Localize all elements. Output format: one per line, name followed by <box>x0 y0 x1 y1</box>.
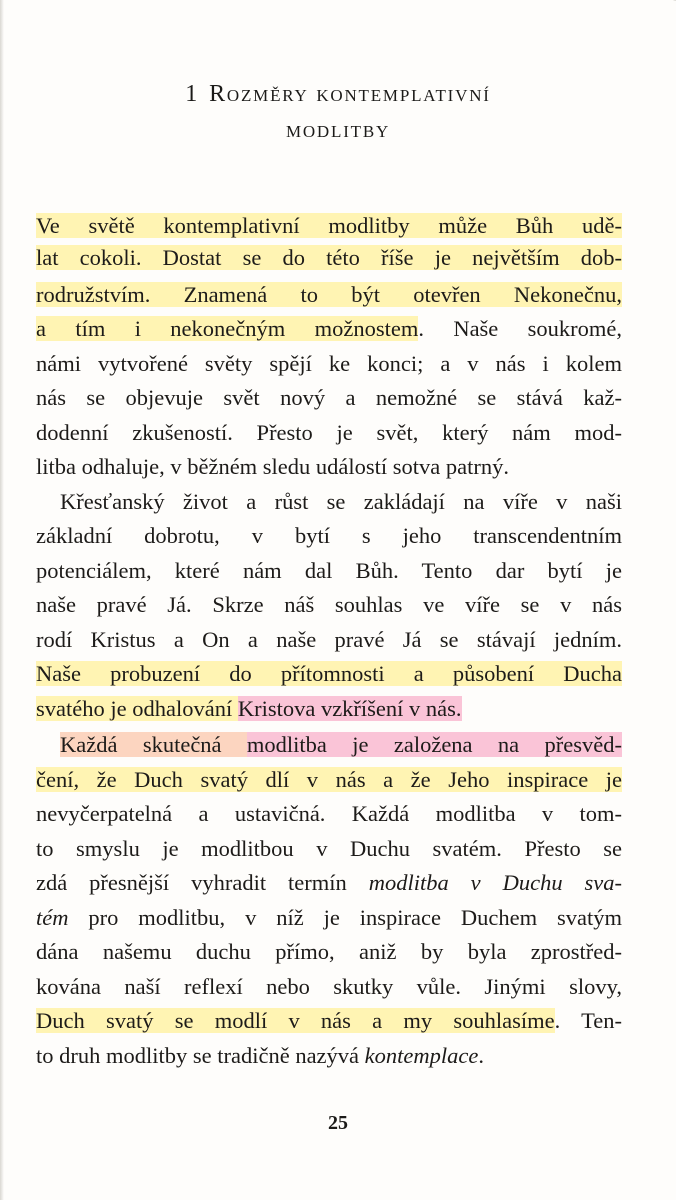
chapter-heading-line-1 <box>0 76 676 112</box>
highlighted-text: svatého je odhalování <box>36 696 238 721</box>
text-segment: dodenní zkušeností. Přesto je svět, který nám mod- <box>36 420 622 445</box>
text-line <box>36 348 622 380</box>
text-line <box>36 555 622 587</box>
text-line <box>36 1040 622 1072</box>
page-corner-fold <box>600 0 676 29</box>
text-line <box>36 764 622 796</box>
text-segment: dána našemu duchu přímo, aniž by byla zprostřed- <box>36 939 622 964</box>
chapter-number: 1 <box>185 81 200 107</box>
highlighted-text: rodružstvím. Znamená to <box>36 282 352 307</box>
text-line <box>36 624 622 656</box>
italic-text: kontemplace <box>364 1043 479 1068</box>
italic-text: tém <box>36 905 69 930</box>
text-segment: nás se objevuje svět nový a nemožné se stává kaž- <box>36 385 622 410</box>
highlighted-text: Ve světě kontemplativní modlitby může Bůh udě- <box>36 213 622 238</box>
text-line <box>36 451 622 483</box>
text-segment: zdá přesnější vyhradit termín <box>36 870 369 895</box>
highlighted-text: lat cokoli. Dostat se do této říše je největším dob- <box>36 245 622 270</box>
text-line <box>36 417 622 449</box>
highlighted-text: Každá skutečná <box>60 732 247 757</box>
text-segment: . <box>478 1043 484 1068</box>
text-segment: to smyslu je modlitbou v Duchu svatém. Přesto se <box>36 836 622 861</box>
text-segment: Křesťanský život a růst se zakládají na víře v naši <box>60 489 622 514</box>
text-line <box>36 867 622 899</box>
italic-text: modlitba v Duchu sva- <box>368 870 622 895</box>
text-line <box>60 486 622 518</box>
text-segment: naše pravé Já. Skrze náš souhlas ve víře se v nás <box>36 592 622 617</box>
text-segment: potenciálem, které nám dal Bůh. Tento dar bytí je <box>36 558 622 583</box>
text-segment: litba odhaluje, v běžném sledu událostí sotva patrný. <box>36 454 510 479</box>
text-line <box>36 658 622 690</box>
text-line <box>36 902 622 934</box>
text-segment: to druh modlitby se tradičně nazývá <box>36 1043 365 1068</box>
text-line <box>36 1005 622 1037</box>
text-line <box>36 313 622 345</box>
highlighted-text: Kristova vzkříšení v nás. <box>237 696 462 721</box>
text-line <box>60 729 622 761</box>
text-segment: námi vytvořené světy spějí ke konci; a v nás i kolem <box>36 351 622 376</box>
highlighted-text: Duch svatý se modlí v nás a my souhlasíme <box>36 1008 555 1033</box>
text-line <box>36 798 622 830</box>
text-segment: nevyčerpatelná a ustavičná. Každá modlitba v tom- <box>36 801 622 826</box>
text-line <box>36 242 622 274</box>
chapter-heading <box>0 76 676 148</box>
text-line <box>36 520 622 552</box>
highlighted-text: modlitba je založena na přesvěd- <box>246 732 622 757</box>
text-segment: . Ten- <box>554 1008 623 1033</box>
page-number: 25 <box>328 1112 348 1134</box>
text-line <box>36 971 622 1003</box>
text-line <box>36 382 622 414</box>
text-segment: rodí Kristus a On a naše pravé Já se stávají jedním. <box>36 627 622 652</box>
highlighted-text: Naše probuzení do přítomnosti a působení Ducha <box>36 661 622 686</box>
text-line <box>36 589 622 621</box>
page-gutter-shadow <box>0 0 4 1200</box>
text-segment: pro modlitbu, v níž je inspirace Duchem svatým <box>68 905 622 930</box>
text-segment: základní dobrotu, v bytí s jeho transcendentním <box>36 523 622 548</box>
chapter-title-part-2: modlitby <box>285 117 391 143</box>
text-line <box>36 210 622 242</box>
text-segment: kována naší reflexí nebo skutky vůle. Jinými slovy, <box>36 974 622 999</box>
highlighted-text: čení, že Duch svatý dlí v nás a že Jeho inspirace je <box>36 767 622 792</box>
text-segment: . Naše soukromé, <box>418 316 623 341</box>
chapter-title-part-1: Rozměry kontemplativní <box>209 81 491 107</box>
highlighted-text: být otevřen Nekonečnu, <box>351 282 622 307</box>
text-line <box>36 279 622 311</box>
text-line <box>36 936 622 968</box>
highlighted-text: a tím i nekonečným možnostem <box>36 316 419 341</box>
text-line <box>36 833 622 865</box>
text-line <box>36 693 622 725</box>
